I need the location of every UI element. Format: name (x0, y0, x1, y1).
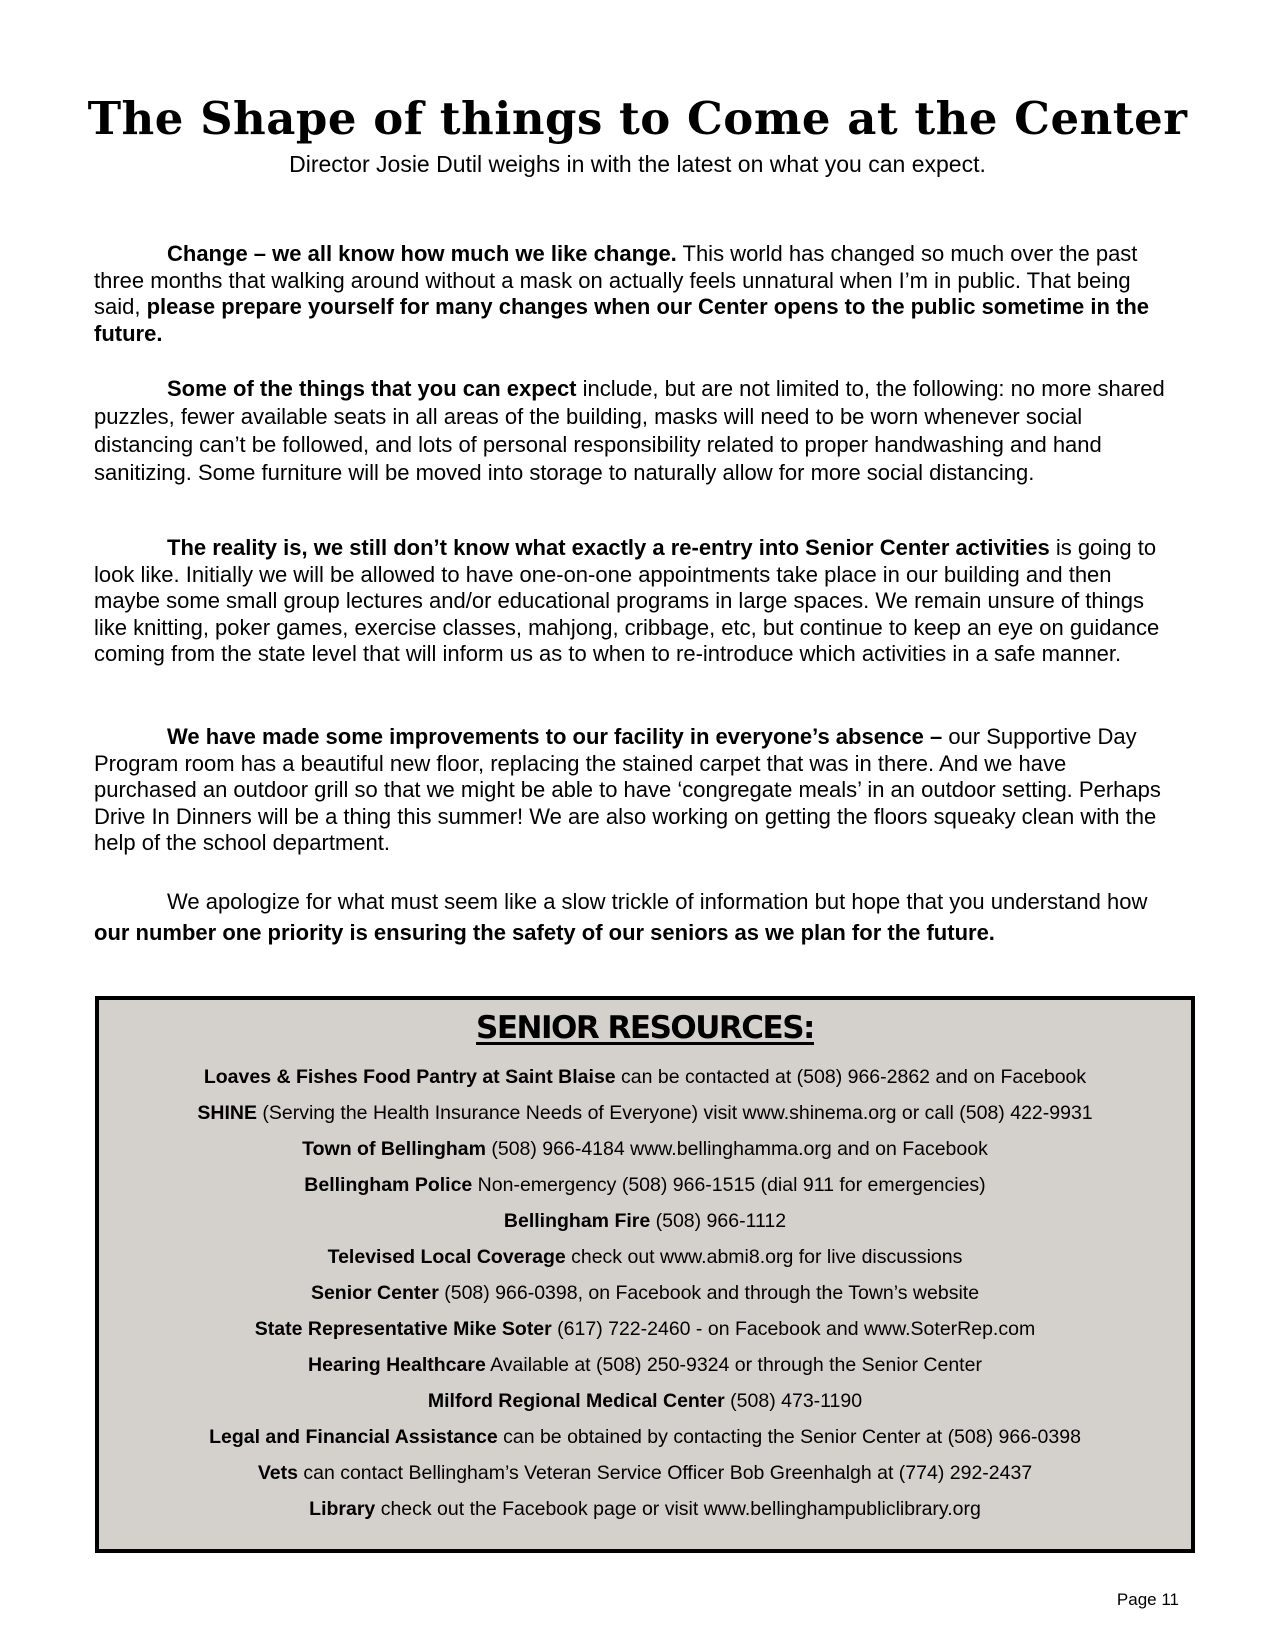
resource-detail: (508) 473-1190 (724, 1390, 863, 1412)
resource-detail: can be contacted at (508) 966-2862 and on Facebook (615, 1066, 1087, 1088)
resources-heading: SENIOR RESOURCES: (476, 1010, 814, 1046)
page-number: Page 11 (1116, 1590, 1179, 1609)
resource-detail: (508) 966-4184 www.bellinghamma.org and on Facebook (485, 1138, 988, 1160)
resource-name: Vets (257, 1462, 298, 1484)
paragraph-reentry (94, 535, 1174, 668)
resource-detail: can contact Bellingham’s Veteran Service Officer Bob Greenhalgh at (774) 292-2437 (297, 1462, 1033, 1484)
resource-detail: can be obtained by contacting the Senior Center at (508) 966-0398 (497, 1426, 1081, 1448)
resource-name: Town of Bellingham (302, 1138, 486, 1160)
paragraph-improvements (94, 724, 1174, 857)
resource-name: Loaves & Fishes Food Pantry at Saint Blaise (203, 1066, 616, 1088)
resource-medical-center (99, 1383, 1191, 1419)
paragraph-emphasis: please prepare yourself for many changes when our Center opens to the public sometime in the future. (94, 294, 1150, 346)
paragraph-lead: The reality is, we still don’t know what exactly a re-entry into Senior Center activities (167, 535, 1050, 560)
resource-hearing (99, 1347, 1191, 1383)
paragraph-expectations (94, 375, 1174, 487)
paragraph-change (94, 241, 1174, 347)
resource-name: SHINE (197, 1102, 257, 1124)
paragraph-lead: Some of the things that you can expect (167, 376, 577, 401)
paragraph-lead: We have made some improvements to our facility in everyone’s absence – (167, 724, 943, 749)
resource-food-pantry (99, 1059, 1191, 1095)
paragraph-text: include, but are not limited to, the following: no more shared puzzles, fewer available seats in all areas of the building, masks will need to be worn whenever social distancing can’t be followed, and lots of personal responsibility related to proper handwashing and hand sanitizing. Some furniture will be moved into storage to naturally allow for more social distancing. (94, 376, 1165, 485)
resource-name: Televised Local Coverage (327, 1246, 566, 1268)
resource-library (99, 1491, 1191, 1527)
senior-resources-box (95, 996, 1195, 1553)
resource-detail: (Serving the Health Insurance Needs of Everyone) visit www.shinema.org or call (508) 422-9931 (256, 1102, 1093, 1124)
resource-senior-center (99, 1275, 1191, 1311)
resource-name: Library (309, 1498, 376, 1520)
page-title: The Shape of things to Come at the Center (87, 92, 1188, 145)
paragraph-text: This world has changed so much over the past three months that walking around without a mask on actually feels unnatural when I’m in public. That being said, (94, 241, 1138, 319)
resource-name: Senior Center (310, 1282, 439, 1304)
resource-detail: (508) 966-1112 (650, 1210, 787, 1232)
resource-detail: (508) 966-0398, on Facebook and through the Town’s website (438, 1282, 980, 1304)
resource-state-rep (99, 1311, 1191, 1347)
resource-name: State Representative Mike Soter (254, 1318, 552, 1340)
resource-name: Bellingham Police (304, 1174, 473, 1196)
resources-list (99, 1059, 1191, 1527)
paragraph-text: We apologize for what must seem like a slow trickle of information but hope that you understand how (167, 889, 1148, 914)
page-subtitle: Director Josie Dutil weighs in with the latest on what you can expect. (289, 151, 986, 177)
resource-local-coverage (99, 1239, 1191, 1275)
resource-shine (99, 1095, 1191, 1131)
resource-vets (99, 1455, 1191, 1491)
resource-detail: check out www.abmi8.org for live discussions (565, 1246, 963, 1268)
resource-fire (99, 1203, 1191, 1239)
resource-detail: check out the Facebook page or visit www.bellinghampubliclibrary.org (375, 1498, 981, 1520)
resource-name: Milford Regional Medical Center (427, 1390, 725, 1412)
resource-detail: Non-emergency (508) 966-1515 (dial 911 for emergencies) (472, 1174, 986, 1196)
resource-police (99, 1167, 1191, 1203)
paragraph-lead: Change – we all know how much we like change. (167, 241, 677, 266)
resource-detail: (617) 722-2460 - on Facebook and www.SoterRep.com (551, 1318, 1036, 1340)
resource-name: Hearing Healthcare (308, 1354, 486, 1376)
resource-name: Bellingham Fire (503, 1210, 651, 1232)
paragraph-text: our Supportive Day Program room has a beautiful new floor, replacing the stained carpet that was in there. And we have purchased an outdoor grill so that we might be able to have ‘congregate meals’ in an outdoor setting. Perhaps Drive In Dinners will be a thing this summer! We are also working on getting the floors squeaky clean with the help of the school department. (94, 724, 1161, 855)
paragraph-emphasis: our number one priority is ensuring the safety of our seniors as we plan for the future. (94, 920, 995, 945)
resource-name: Legal and Financial Assistance (209, 1426, 498, 1448)
resource-town (99, 1131, 1191, 1167)
resource-detail: Available at (508) 250-9324 or through the Senior Center (485, 1354, 982, 1376)
paragraph-text: is going to look like. Initially we will be allowed to have one-on-one appointments take place in our building and then maybe some small group lectures and/or educational programs in large spaces. We remain unsure of things like knitting, poker games, exercise classes, mahjong, cribbage, etc, but continue to keep an eye on guidance coming from the state level that will inform us as to when to re-introduce which activities in a safe manner. (94, 535, 1160, 666)
paragraph-apology (94, 886, 1174, 948)
resource-legal-financial (99, 1419, 1191, 1455)
